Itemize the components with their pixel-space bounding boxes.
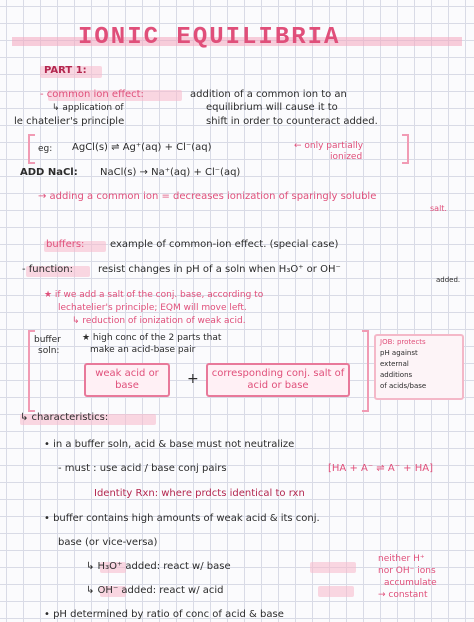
point-1-sub-label: - must : use acid / base conj pairs <box>58 463 227 474</box>
common-ion-label: - common ion effect: <box>40 89 144 100</box>
side-note-2: nor OH⁻ ions <box>378 566 436 576</box>
job-line-5: of acids/base <box>380 382 427 390</box>
side-note-4: → constant <box>378 590 428 600</box>
add-text: NaCl(s) → Na⁺(aq) + Cl⁻(aq) <box>100 167 241 178</box>
buffers-label: buffers: <box>46 239 85 250</box>
h3o-line: ↳ H₃O⁺ added: react w/ base <box>86 561 231 572</box>
star-line-2: lechatelier's principle; EQM will move left. <box>58 303 247 313</box>
add-label: ADD NaCl: <box>20 167 78 178</box>
point-2-line-1: • buffer contains high amounts of weak acid & its conj. <box>44 513 320 524</box>
part1-heading: PART 1: <box>44 65 87 76</box>
weak-acid-box <box>84 363 170 397</box>
job-line-2: pH against <box>380 349 418 357</box>
function-label: - function: <box>22 264 74 275</box>
point-3: • pH determined by ratio of conc of acid & base <box>44 609 284 620</box>
side-note-3: accumulate <box>384 578 437 588</box>
star-line-3: ↳ reduction of ionization of weak acid. <box>72 316 246 326</box>
point-1-sub-eq: [HA + A⁻ ⇌ A⁻ + HA] <box>328 463 433 474</box>
page-title: IONIC EQUILIBRIA <box>78 24 341 51</box>
conj-salt-box <box>206 363 350 397</box>
buffer-soln-label-2: soln: <box>38 346 60 356</box>
decrease-line: → adding a common ion = decreases ionization of sparingly soluble <box>38 191 377 202</box>
common-ion-def-3-right: shift in order to counteract added. <box>206 116 378 127</box>
base-highlight <box>310 562 356 573</box>
eq-note-1: ← only partially <box>294 141 364 151</box>
buffer-soln-line-2: make an acid-base pair <box>90 345 196 355</box>
job-line-1: JOB: protects <box>380 338 426 346</box>
eq-bracket-right <box>402 134 409 164</box>
point-2-line-2: base (or vice-versa) <box>58 537 158 548</box>
eq-text: AgCl(s) ⇌ Ag⁺(aq) + Cl⁻(aq) <box>72 142 212 153</box>
eq-bracket-left <box>28 134 35 164</box>
weak-acid-box-text: weak acid or base <box>95 368 159 391</box>
common-ion-def-2-right: equilibrium will cause it to <box>206 102 338 113</box>
function-added: added. <box>436 276 461 284</box>
decrease-line-end: salt. <box>430 204 447 213</box>
eq-label: eg: <box>38 144 53 154</box>
eq-note-2: ionized <box>330 152 363 162</box>
characteristics-heading: ↳ characteristics: <box>20 412 109 423</box>
buffer-soln-label-1: buffer <box>34 335 61 345</box>
buffer-soln-line-1: ★ high conc of the 2 parts that <box>82 333 222 343</box>
job-line-3: external <box>380 360 409 368</box>
common-ion-def-2-left: ↳ application of <box>52 103 124 113</box>
conj-salt-box-text: corresponding conj. salt of acid or base <box>211 368 345 391</box>
job-line-4: additions <box>380 371 413 379</box>
point-1: • in a buffer soln, acid & base must not neutralize <box>44 439 295 450</box>
common-ion-def-3-left: le chatelier's principle <box>14 116 125 127</box>
side-note-1: neither H⁺ <box>378 554 425 564</box>
identity-rxn: Identity Rxn: where prdcts identical to rxn <box>94 488 305 499</box>
star-line-1: ★ if we add a salt of the conj. base, according to <box>44 290 264 300</box>
oh-line: ↳ OH⁻ added: react w/ acid <box>86 585 224 596</box>
buffers-text: example of common-ion effect. (special case) <box>110 239 339 250</box>
plus-sign: + <box>187 371 199 387</box>
common-ion-def-1: addition of a common ion to an <box>190 89 347 100</box>
acid-highlight <box>318 586 354 597</box>
function-text: resist changes in pH of a soln when H₃O⁺ or OH⁻ <box>98 264 341 275</box>
buffer-bracket-right <box>362 330 369 412</box>
